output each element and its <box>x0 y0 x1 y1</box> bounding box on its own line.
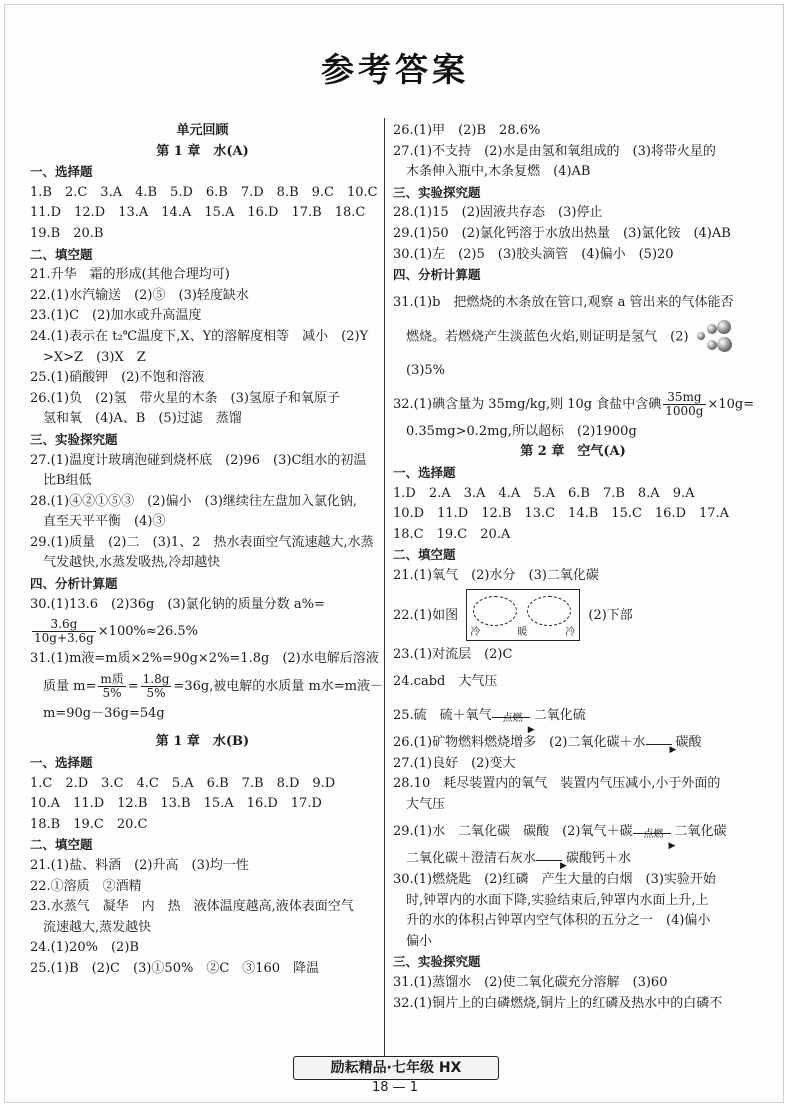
answer-line: 23.水蒸气 凝华 内 热 液体温度越高,液体表面空气 <box>30 899 354 915</box>
answer-line: 21.升华 霜的形成(其他合理均可) <box>30 267 230 283</box>
answer-line: 23.(1)C (2)加水或升高温度 <box>30 308 202 324</box>
section-label: 三、实验探究题 <box>393 184 481 200</box>
answer-line: 1.C 2.D 3.C 4.C 5.A 6.B 7.B 8.D 9.D <box>30 775 336 791</box>
answer-line: 直至天平平衡 (4)③ <box>30 514 166 530</box>
answer-line: 30.(1)13.6 (2)36g (3)氯化钠的质量分数 a%= <box>30 596 325 612</box>
answer-line: 18.B 19.C 20.C <box>30 816 148 832</box>
answer-line-fraction: $\frac{3.6g}{10g+3.6g}$ ×100%≈26.5% <box>34 617 199 646</box>
section-label: 三、实验探究题 <box>30 431 118 447</box>
answer-line: 21.(1)盐、料酒 (2)升高 (3)均一性 <box>30 858 249 873</box>
chapter-title: 第 1 章 水(A) <box>156 143 249 159</box>
answer-line: 10.A 11.D 12.B 13.B 15.A 16.D 17.D <box>30 796 322 812</box>
answer-line: 31.(1)b 把燃烧的木条放在管口,观察 a 管出来的气体能否 <box>393 294 734 310</box>
right-column <box>393 121 753 1014</box>
answer-line: 29.(1)50 (2)氯化钙溶于水放出热量 (3)氯化铵 (4)AB <box>393 225 731 241</box>
section-label: 二、填空题 <box>30 837 93 853</box>
section-label: 一、选择题 <box>30 755 93 771</box>
answer-line-equation: 25.硫 硫＋氧气 点燃 ▶ 二氧化硫 <box>393 708 586 735</box>
answer-line: 23.(1)对流层 (2)C <box>393 646 513 662</box>
answer-line: 28.10 耗尽装置内的氧气 装置内气压减小,小于外面的 <box>393 776 721 792</box>
answer-line-equation: 29.(1)水 二氧化碳 碳酸 (2)氧气＋碳 点燃 ▶ 二氧化碳 <box>393 824 727 851</box>
answer-line: 大气压 <box>393 796 446 812</box>
reaction-arrow: 点燃 ▶ <box>492 709 534 723</box>
fraction: $\frac{3.6g}{10g+3.6g}$ <box>34 617 94 646</box>
answer-line: 30.(1)燃烧匙 (2)红磷 产生大量的白烟 (3)实验开始 <box>393 872 716 888</box>
section-label: 二、填空题 <box>393 547 456 563</box>
answer-line: 24.cabd 大气压 <box>393 674 498 690</box>
reaction-arrow: 点燃 ▶ <box>633 825 675 839</box>
answer-line: 时,钟罩内的水面下降,实验结束后,钟罩内水面上升,上 <box>393 892 709 908</box>
answer-line-equation: 二氧化碳＋澄清石灰水 ▶ 碳酸钙＋水 <box>393 851 632 871</box>
answer-line-equation: 26.(1)矿物燃料燃烧增多 (2)二氧化碳＋水 ▶ 碳酸 <box>393 735 702 755</box>
convection-diagram: 冷 暖 冷 <box>466 589 580 641</box>
answer-line: 32.(1)铜片上的白磷燃烧,铜片上的红磷及热水中的白磷不 <box>393 995 723 1011</box>
answer-line: 29.(1)质量 (2)二 (3)1、2 热水表面空气流速越大,水蒸 <box>30 534 374 550</box>
answer-line: 10.D 11.D 12.B 13.C 14.B 15.C 16.D 17.A <box>393 506 730 522</box>
chapter-title: 第 2 章 空气(A) <box>520 444 626 460</box>
answer-line: (3)5% <box>393 362 446 378</box>
answer-line: 升的水的体积占钟罩内空气体积的五分之一 (4)偏小 <box>393 913 711 929</box>
answer-line-with-figure: 燃烧。若燃烧产生淡蓝色火焰,则证明是氢气 (2) <box>393 320 753 354</box>
answer-line: 25.(1)B (2)C (3)①50% ②C ③160 降温 <box>30 960 320 976</box>
answer-line: 1.D 2.A 3.A 4.A 5.A 6.B 7.B 8.A 9.A <box>393 485 695 501</box>
answer-line-fraction: 32.(1)碘含量为 35mg/kg,则 10g 食盐中含碘 $\frac{35mg}{1000g}$ ×10g= <box>393 389 755 418</box>
reaction-arrow: ▶ <box>646 736 676 750</box>
section-heading: 单元回顾 <box>176 123 229 138</box>
answer-line: 24.(1)20% (2)B <box>30 940 139 956</box>
section-label: 三、实验探究题 <box>393 954 481 970</box>
answer-line: 偏小 <box>393 933 433 949</box>
answer-line: 26.(1)甲 (2)B 28.6% <box>393 123 541 138</box>
answer-line: 木条伸入瓶中,木条复燃 (4)AB <box>393 164 591 180</box>
answer-line: 18.C 19.C 20.A <box>393 526 511 542</box>
gas-bubbles-figure <box>697 320 733 354</box>
answer-line-with-diagram: 22.(1)如图 冷 暖 冷 (2)下部 <box>393 587 753 645</box>
answer-line: 19.B 20.B <box>30 225 104 241</box>
answer-line: 氢和氧 (4)A、B (5)过滤 蒸馏 <box>30 411 242 427</box>
section-label: 四、分析计算题 <box>30 576 118 592</box>
reaction-arrow: ▶ <box>536 852 566 866</box>
answer-line: >X>Z (3)X Z <box>30 349 146 365</box>
answer-line: 24.(1)表示在 t₂℃温度下,X、Y的溶解度相等 减小 (2)Y <box>30 328 369 344</box>
answer-line: 流速越大,蒸发越快 <box>30 919 152 935</box>
fraction: $\frac{\text{m质}}{5\%}$ <box>100 671 124 700</box>
answer-line: 30.(1)左 (2)5 (3)胶头滴管 (4)偏小 (5)20 <box>393 246 674 262</box>
answer-line: 27.(1)良好 (2)变大 <box>393 755 516 771</box>
answer-line: 26.(1)负 (2)氢 带火星的木条 (3)氢原子和氧原子 <box>30 390 340 406</box>
page-title: 参考答案 <box>321 50 469 89</box>
answer-line: 28.(1)④②①⑤③ (2)偏小 (3)继续往左盘加入氯化钠, <box>30 493 358 509</box>
answer-line: 0.35mg>0.2mg,所以超标 (2)1900g <box>393 423 637 439</box>
answer-line: m=90g－36g=54g <box>30 705 165 721</box>
answer-line: 22.①溶质 ②酒精 <box>30 878 142 894</box>
answer-line: 31.(1)蒸馏水 (2)使二氧化碳充分溶解 (3)60 <box>393 975 668 991</box>
answer-line: 25.(1)硝酸钾 (2)不饱和溶液 <box>30 370 205 386</box>
section-label: 二、填空题 <box>30 246 93 262</box>
answer-line: 27.(1)温度计玻璃泡碰到烧杯底 (2)96 (3)C组水的初温 <box>30 452 367 468</box>
answer-line: 21.(1)氧气 (2)水分 (3)二氧化碳 <box>393 567 599 583</box>
answer-line: 31.(1)m液=m质×2%=90g×2%=1.8g (2)水电解后溶液 <box>30 651 379 667</box>
answer-line: 比B组低 <box>30 473 92 489</box>
section-label: 四、分析计算题 <box>393 267 481 283</box>
chapter-title: 第 1 章 水(B) <box>155 734 250 750</box>
answer-line: 27.(1)不支持 (2)水是由氢和氧组成的 (3)将带火星的 <box>393 143 716 159</box>
fraction: $\frac{35mg}{1000g}$ <box>665 389 704 418</box>
answer-line: 22.(1)水汽输送 (2)⑤ (3)轻度缺水 <box>30 287 249 303</box>
page-number: 18 — 1 <box>371 1080 419 1095</box>
section-label: 一、选择题 <box>393 464 456 480</box>
section-label: 一、选择题 <box>30 164 93 180</box>
answer-line: 气发越快,水蒸发吸热,冷却越快 <box>30 555 221 571</box>
left-column <box>30 121 383 980</box>
answer-line: 11.D 12.D 13.A 14.A 15.A 16.D 17.B 18.C <box>30 205 366 221</box>
series-logo: 励耘精品·七年级 HX <box>293 1056 499 1080</box>
column-divider <box>384 118 385 1066</box>
answer-line-fraction: 质量 m= $\frac{\text{m质}}{5\%}$ = $\frac{1.8g}{5\%}$ =36g,被电解的水质量 m水=m液－ <box>30 671 383 700</box>
fraction: $\frac{1.8g}{5\%}$ <box>142 671 170 700</box>
answer-line: 28.(1)15 (2)固液共存态 (3)停止 <box>393 205 603 221</box>
answer-line: 1.B 2.C 3.A 4.B 5.D 6.B 7.D 8.B 9.C 10.C <box>30 184 378 200</box>
